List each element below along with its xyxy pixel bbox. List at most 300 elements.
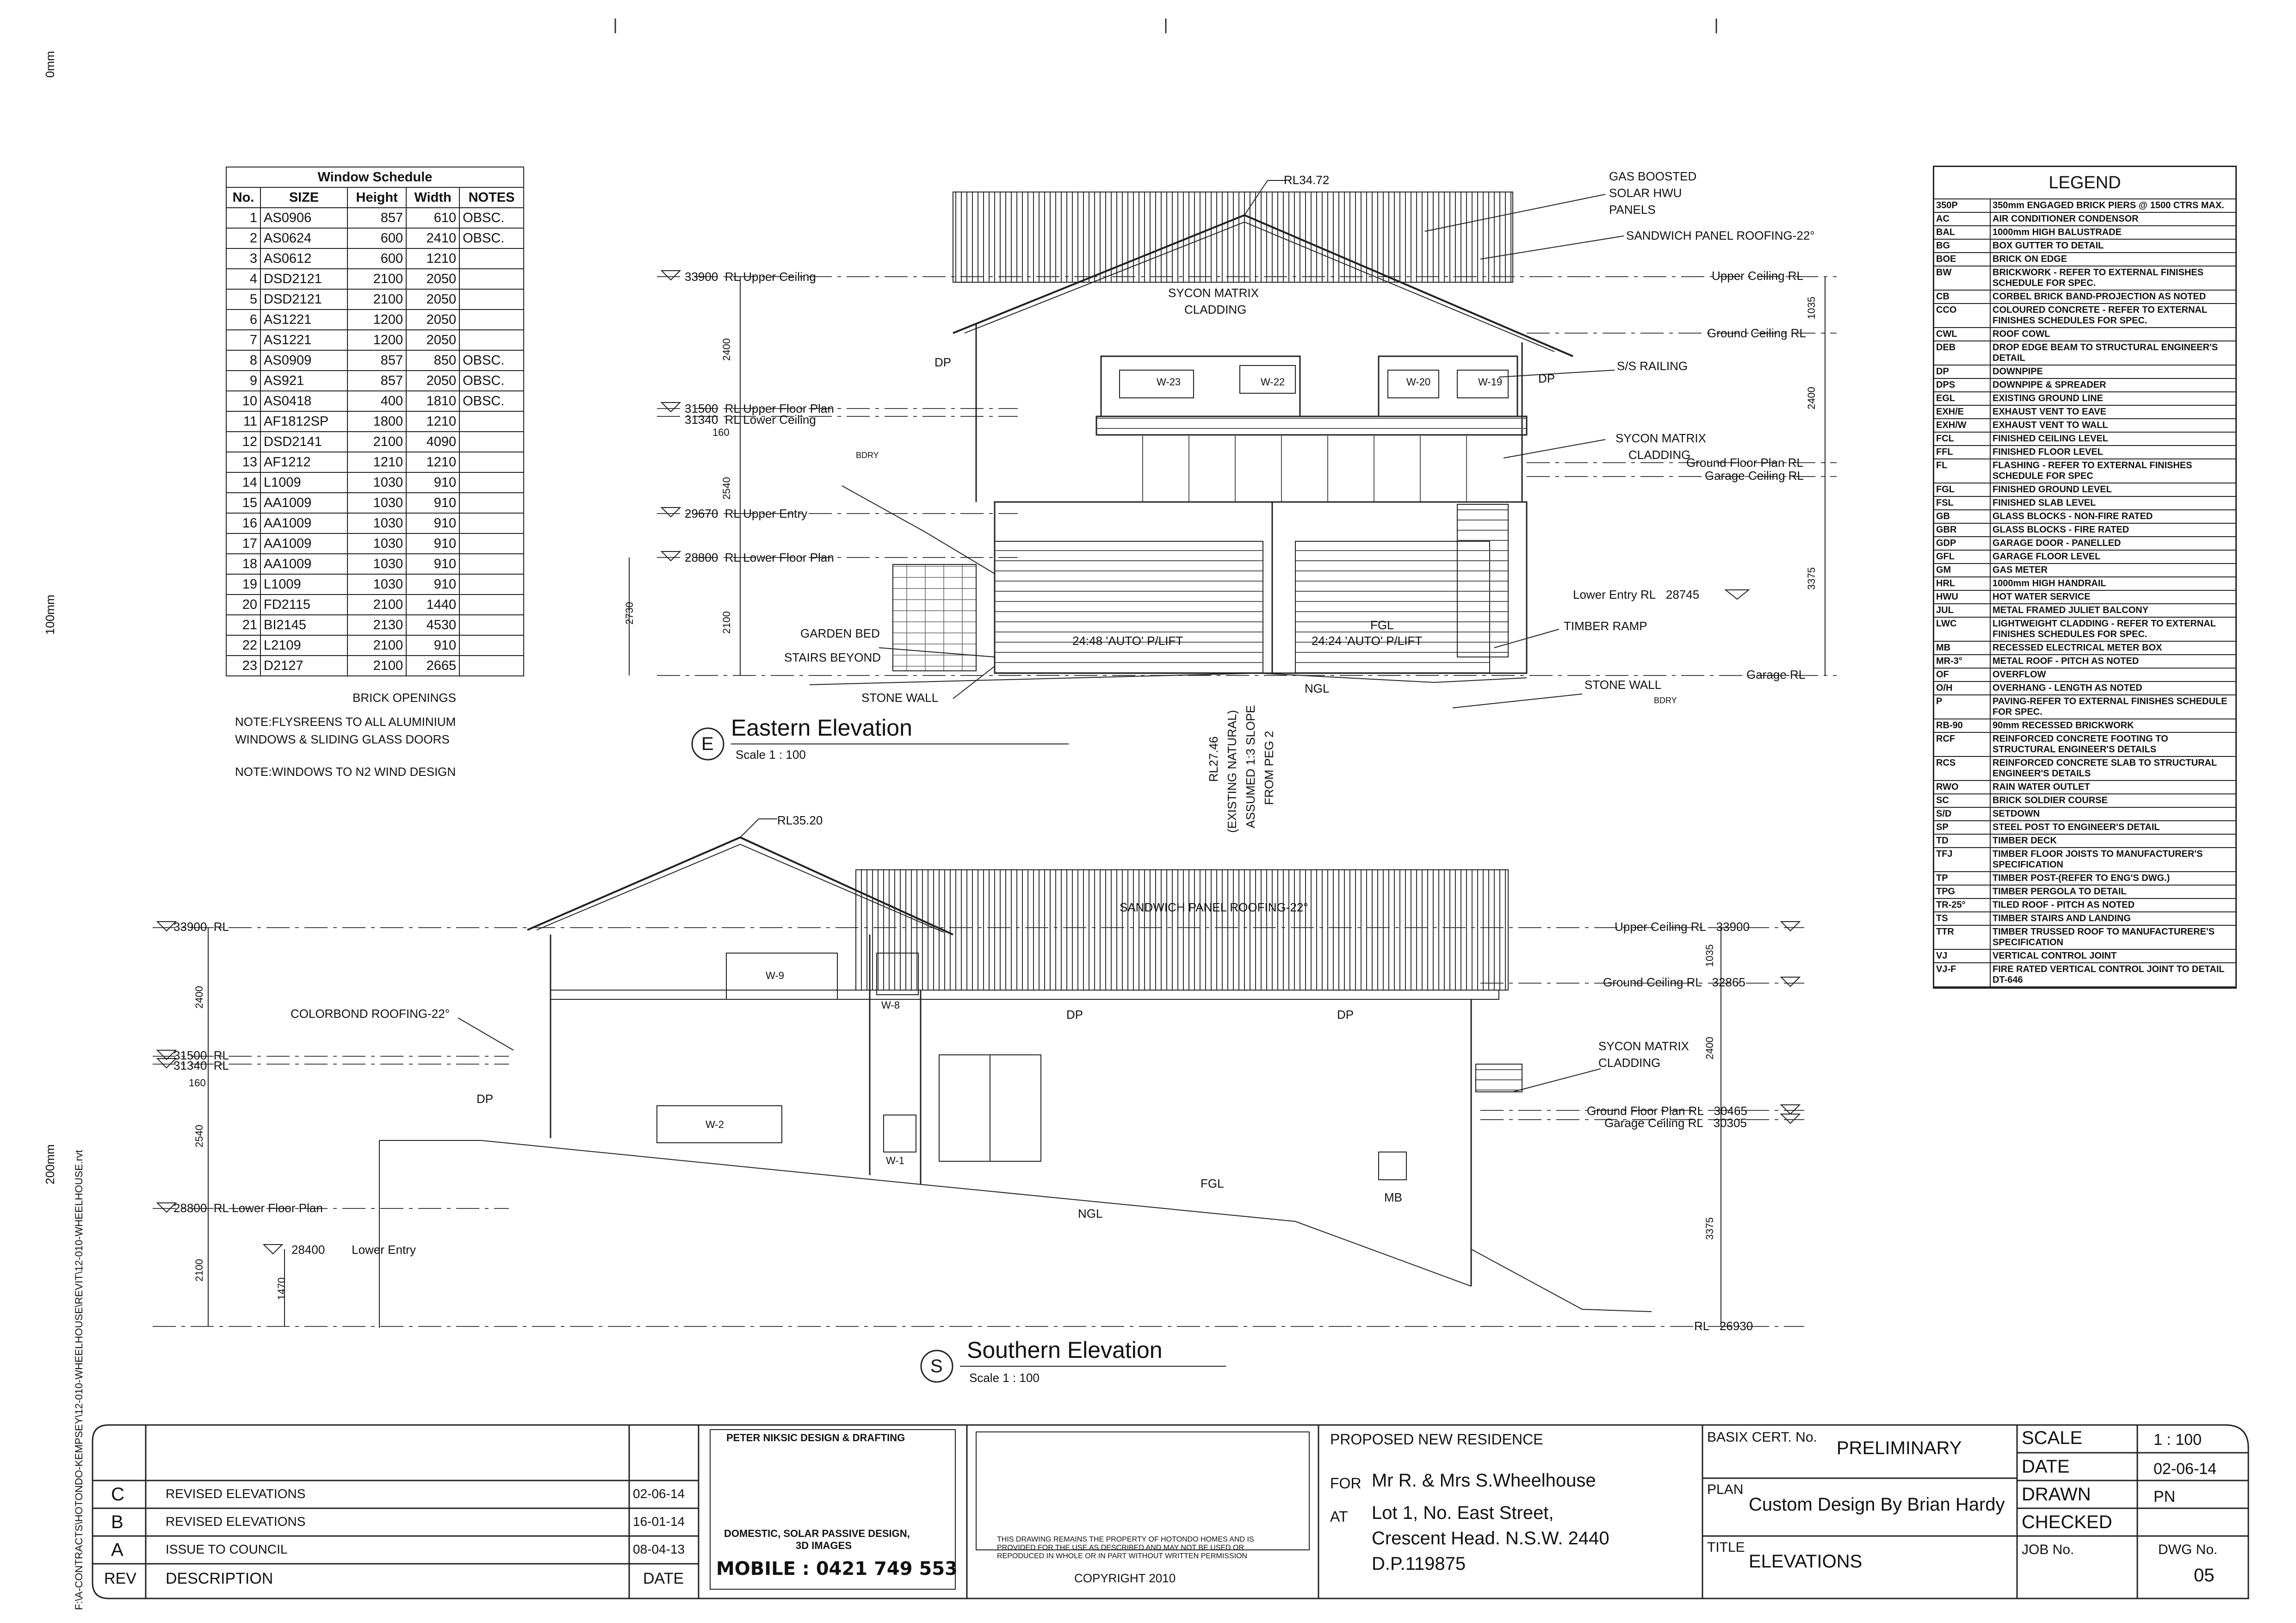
date-label: DATE: [2022, 1456, 2070, 1477]
south-w2: W-2: [706, 1119, 724, 1130]
schedule-cell: 11: [226, 411, 260, 432]
east-gas-3: PANELS: [1609, 203, 1656, 217]
south-level-31340: 31340 RL: [173, 1059, 229, 1072]
south-dim-2400: 2400: [193, 986, 205, 1009]
desc-header: DESCRIPTION: [166, 1570, 273, 1587]
rev-a-letter: A: [111, 1540, 124, 1560]
disclaimer-1: THIS DRAWING REMAINS THE PROPERTY OF HOTONDO HOMES AND IS: [997, 1536, 1254, 1543]
schedule-cell: DSD2121: [260, 289, 347, 310]
east-level-r-garage-ceiling: Garage Ceiling RL: [1705, 469, 1804, 483]
legend-code: BAL: [1934, 226, 1991, 239]
legend-description: 1000mm HIGH BALUSTRADE: [1993, 227, 2122, 237]
legend-code: EXH/E: [1934, 406, 1991, 418]
legend-description: DOWNPIPE & SPREADER: [1993, 380, 2106, 390]
south-ngl: NGL: [1078, 1207, 1103, 1220]
legend-description: EXHAUST VENT TO EAVE: [1993, 407, 2106, 417]
south-dim-1470: 1470: [276, 1277, 287, 1300]
legend-code: TTR: [1934, 926, 1991, 949]
schedule-cell: 8: [226, 350, 260, 371]
east-bdry-left: BDRY: [856, 451, 879, 460]
schedule-cell: 2050: [406, 371, 459, 391]
schedule-cell: 600: [347, 248, 406, 269]
east-garden-2: STAIRS BEYOND: [784, 650, 881, 664]
dwg-value: 05: [2194, 1565, 2215, 1586]
legend-description: PAVING-REFER TO EXTERNAL FINISHES SCHEDULE FOR SPEC.: [1993, 696, 2228, 717]
schedule-cell: 1210: [406, 452, 459, 472]
east-stone-wall-right: STONE WALL: [1584, 678, 1662, 692]
legend-code: VJ-F: [1934, 963, 1991, 986]
rev-b-date: 16-01-14: [633, 1514, 685, 1529]
schedule-cell: 2410: [406, 228, 459, 248]
east-level-r-ground-floor: Ground Floor Plan RL: [1686, 456, 1803, 470]
south-sycon-2: CLADDING: [1598, 1056, 1661, 1070]
legend-description: SETDOWN: [1993, 809, 2040, 819]
south-dim-r-1035: 1035: [1704, 944, 1715, 967]
legend-code: OF: [1934, 669, 1991, 681]
legend-code: MB: [1934, 642, 1991, 654]
east-title: Eastern Elevation: [731, 715, 912, 741]
schedule-cell: AS1221: [260, 310, 347, 330]
legend-description: FLASHING - REFER TO EXTERNAL FINISHES SCHEDULE FOR SPEC: [1993, 460, 2192, 481]
legend-description: TILED ROOF - PITCH AS NOTED: [1993, 900, 2135, 910]
address-3: D.P.119875: [1372, 1554, 1466, 1574]
schedule-cell: 15: [226, 493, 260, 513]
address-1: Lot 1, No. East Street,: [1372, 1503, 1554, 1523]
schedule-cell: 910: [406, 574, 459, 595]
legend-description: FIRE RATED VERTICAL CONTROL JOINT TO DETAIL DT-646: [1993, 964, 2225, 985]
legend-description: BRICK ON EDGE: [1993, 254, 2067, 264]
scale-label: SCALE: [2022, 1428, 2083, 1448]
legend-code: TD: [1934, 835, 1991, 847]
east-level-31500: 31500 RL Upper Floor Plan: [685, 402, 834, 415]
legend-description: HOT WATER SERVICE: [1993, 592, 2091, 602]
file-path: F:\A-CONTRACTS\HOTONDO-KEMPSEY\12-010-WHEELHOUSE\REVIT\12-010-WHEELHOUSE.rvt: [73, 1150, 85, 1610]
south-dim-r-2400: 2400: [1704, 1037, 1715, 1059]
legend-description: REINFORCED CONCRETE FOOTING TO STRUCTURAL ENGINEER'S DETAILS: [1993, 734, 2168, 755]
east-ss-railing: S/S RAILING: [1617, 359, 1688, 373]
legend-description: TIMBER DECK: [1993, 836, 2057, 846]
schedule-cell: FD2115: [260, 595, 347, 615]
east-gas-1: GAS BOOSTED: [1609, 169, 1697, 183]
south-level-28400: 28400 Lower Entry: [291, 1243, 416, 1257]
schedule-cell: 400: [347, 391, 406, 411]
east-dim-160: 160: [712, 427, 730, 438]
schedule-cell: 2: [226, 228, 260, 248]
schedule-cell: 857: [347, 371, 406, 391]
east-ngl: NGL: [1305, 681, 1330, 695]
east-plift-1: 24:48 'AUTO' P/LIFT: [1072, 634, 1183, 648]
south-level-31500: 31500 RL: [173, 1048, 229, 1062]
schedule-cell: 1210: [406, 248, 459, 269]
legend-description: GARAGE FLOOR LEVEL: [1993, 551, 2101, 562]
schedule-cell: OBSC.: [459, 350, 524, 371]
legend-code: SP: [1934, 821, 1991, 834]
east-dim-2540: 2540: [721, 477, 732, 500]
legend-code: EXH/W: [1934, 419, 1991, 432]
east-level-r-garage: Garage RL: [1746, 668, 1806, 681]
east-w23: W-23: [1157, 376, 1181, 388]
legend-description: OVERFLOW: [1993, 669, 2046, 680]
schedule-cell: 22: [226, 635, 260, 656]
legend-code: GDP: [1934, 537, 1991, 550]
legend-description: BRICK SOLDIER COURSE: [1993, 795, 2108, 805]
disclaimer-2: PROVIDED FOR THE USE AS DESCRIBED AND MAY NOT BE USED OR: [997, 1544, 1244, 1552]
legend-code: RCF: [1934, 733, 1991, 756]
east-level-33900: 33900 RL Upper Ceiling: [685, 270, 816, 284]
east-level-r-lower-entry: Lower Entry RL 28745: [1573, 588, 1700, 601]
schedule-cell: 2050: [406, 269, 459, 289]
schedule-cell: 1030: [347, 493, 406, 513]
legend-code: FL: [1934, 459, 1991, 483]
schedule-cell: 18: [226, 554, 260, 574]
legend-description: DROP EDGE BEAM TO STRUCTURAL ENGINEER'S DETAIL: [1993, 342, 2218, 363]
legend-code: TP: [1934, 872, 1991, 885]
legend-code: HWU: [1934, 591, 1991, 603]
south-level-r-ground-ceiling: Ground Ceiling RL 32865: [1603, 975, 1745, 989]
legend-code: RCS: [1934, 757, 1991, 780]
south-w8: W-8: [881, 999, 900, 1011]
legend-description: METAL ROOF - PITCH AS NOTED: [1993, 656, 2139, 666]
plan-label: PLAN: [1707, 1482, 1744, 1497]
east-gas-2: SOLAR HWU: [1609, 186, 1682, 200]
legend-description: DOWNPIPE: [1993, 366, 2043, 377]
east-dim-2400: 2400: [721, 338, 732, 361]
schedule-cell: 910: [406, 472, 459, 493]
legend-description: FINISHED FLOOR LEVEL: [1993, 447, 2103, 457]
schedule-cell: 2100: [347, 656, 406, 676]
basix-label: BASIX CERT. No.: [1707, 1430, 1817, 1445]
schedule-cell: OBSC.: [459, 371, 524, 391]
schedule-cell: 610: [406, 208, 459, 228]
scale-value: 1 : 100: [2154, 1431, 2202, 1449]
south-level-33900: 33900 RL: [173, 920, 229, 934]
schedule-cell: 2130: [347, 615, 406, 635]
schedule-cell: 1200: [347, 310, 406, 330]
schedule-cell: 4: [226, 269, 260, 289]
south-level-r-upper-ceiling: Upper Ceiling RL 33900: [1615, 920, 1750, 934]
client-name: Mr R. & Mrs S.Wheelhouse: [1372, 1470, 1596, 1491]
company-name: PETER NIKSIC DESIGN & DRAFTING: [726, 1432, 905, 1443]
south-dim-2540: 2540: [193, 1125, 205, 1147]
drawn-value: PN: [2154, 1488, 2176, 1505]
legend-description: GAS METER: [1993, 565, 2048, 575]
legend-code: P: [1934, 695, 1991, 719]
east-rl-note-4: FROM PEG 2: [1262, 731, 1276, 805]
schedule-cell: L1009: [260, 472, 347, 493]
east-rl-note-2: (EXISTING NATURAL): [1225, 710, 1239, 833]
schedule-cell: 1210: [406, 411, 459, 432]
legend-code: MR-3°: [1934, 655, 1991, 668]
east-rl-note-1: RL27.46: [1207, 736, 1220, 782]
schedule-cell: 6: [226, 310, 260, 330]
schedule-cell: 2050: [406, 330, 459, 350]
title-label: TITLE: [1707, 1540, 1745, 1555]
legend-code: DEB: [1934, 341, 1991, 365]
legend-description: ROOF COWL: [1993, 329, 2050, 339]
schedule-cell: 1440: [406, 595, 459, 615]
schedule-cell: 13: [226, 452, 260, 472]
drawn-label: DRAWN: [2022, 1484, 2091, 1505]
legend-description: FINISHED GROUND LEVEL: [1993, 484, 2112, 495]
ruler-100mm: 100mm: [43, 595, 57, 635]
schedule-cell: 9: [226, 371, 260, 391]
east-dim-2730: 2730: [624, 602, 635, 625]
legend-code: FCL: [1934, 433, 1991, 445]
company-services-1: DOMESTIC, SOLAR PASSIVE DESIGN,: [724, 1528, 910, 1539]
east-bdry-right: BDRY: [1654, 696, 1677, 705]
legend-description: OVERHANG - LENGTH AS NOTED: [1993, 683, 2142, 693]
rev-c-letter: C: [111, 1484, 124, 1505]
south-dim-r-3375: 3375: [1704, 1217, 1715, 1240]
legend-code: BG: [1934, 240, 1991, 252]
legend-code: VJ: [1934, 950, 1991, 962]
legend-code: TPG: [1934, 886, 1991, 898]
legend-description: AIR CONDITIONER CONDENSOR: [1993, 214, 2139, 224]
south-mb: MB: [1384, 1190, 1402, 1204]
legend-description: TIMBER PERGOLA TO DETAIL: [1993, 886, 2127, 897]
note-wind-design: NOTE:WINDOWS TO N2 WIND DESIGN: [235, 765, 456, 779]
legend-description: TIMBER STAIRS AND LANDING: [1993, 913, 2131, 923]
schedule-cell: 21: [226, 615, 260, 635]
schedule-cell: 1800: [347, 411, 406, 432]
schedule-cell: 2100: [347, 269, 406, 289]
east-w22: W-22: [1261, 376, 1285, 388]
schedule-cell: 20: [226, 595, 260, 615]
schedule-cell: D2127: [260, 656, 347, 676]
schedule-cell: OBSC.: [459, 391, 524, 411]
south-marker: S: [930, 1356, 943, 1376]
schedule-cell: 1: [226, 208, 260, 228]
schedule-cell: AS0906: [260, 208, 347, 228]
basix-value: PRELIMINARY: [1837, 1438, 1962, 1458]
disclaimer-3: REPODUCED IN WHOLE OR IN PART WITHOUT WRITTEN PERMISSION: [997, 1552, 1248, 1560]
legend-description: GARAGE DOOR - PANELLED: [1993, 538, 2121, 548]
legend-code: TFJ: [1934, 848, 1991, 871]
east-dim-r-3375: 3375: [1806, 567, 1817, 590]
schedule-cell: 600: [347, 228, 406, 248]
legend-code: DP: [1934, 365, 1991, 378]
legend-code: CB: [1934, 291, 1991, 303]
legend-description: BRICKWORK - REFER TO EXTERNAL FINISHES SCHEDULE FOR SPEC.: [1993, 267, 2203, 288]
schedule-cell: AA1009: [260, 493, 347, 513]
legend-description: TIMBER POST-(REFER TO ENG'S DWG.): [1993, 873, 2170, 883]
schedule-cell: 2100: [347, 595, 406, 615]
schedule-cell: AS921: [260, 371, 347, 391]
schedule-cell: 7: [226, 330, 260, 350]
checked-label: CHECKED: [2022, 1512, 2112, 1532]
schedule-cell: 1030: [347, 554, 406, 574]
schedule-cell: AA1009: [260, 513, 347, 533]
legend-code: 350P: [1934, 199, 1991, 212]
legend-code: GB: [1934, 510, 1991, 523]
legend-code: FFL: [1934, 446, 1991, 458]
legend-title: LEGEND: [1934, 167, 2235, 199]
legend-code: BOE: [1934, 253, 1991, 266]
dwg-label: DWG No.: [2158, 1542, 2218, 1557]
legend-description: TIMBER TRUSSED ROOF TO MANUFACTURERE'S SPECIFICATION: [1993, 927, 2215, 948]
south-w9: W-9: [766, 970, 784, 981]
east-level-29670: 29670 RL Upper Entry: [685, 507, 807, 520]
legend-description: CORBEL BRICK BAND-PROJECTION AS NOTED: [1993, 291, 2206, 302]
legend-description: GLASS BLOCKS - FIRE RATED: [1993, 525, 2129, 535]
rev-c-desc: REVISED ELEVATIONS: [166, 1487, 306, 1501]
east-dim-r-1035: 1035: [1806, 297, 1817, 319]
schedule-cell: AF1212: [260, 452, 347, 472]
legend-description: COLOURED CONCRETE - REFER TO EXTERNAL FINISHES SCHEDULES FOR SPEC.: [1993, 305, 2207, 326]
legend-code: HRL: [1934, 577, 1991, 590]
legend-description: RAIN WATER OUTLET: [1993, 782, 2090, 792]
legend-code: CWL: [1934, 328, 1991, 341]
south-dp-1: DP: [477, 1092, 494, 1106]
title-value: ELEVATIONS: [1749, 1551, 1863, 1572]
legend-description: 1000mm HIGH HANDRAIL: [1993, 578, 2106, 588]
south-sycon-1: SYCON MATRIX: [1598, 1039, 1689, 1053]
south-level-r-ground-floor: Ground Floor Plan RL 30465: [1587, 1104, 1747, 1118]
schedule-cell: 857: [347, 208, 406, 228]
legend-description: TIMBER FLOOR JOISTS TO MANUFACTURER'S SPECIFICATION: [1993, 849, 2203, 870]
schedule-cell: 1030: [347, 574, 406, 595]
legend-description: STEEL POST TO ENGINEER'S DETAIL: [1993, 822, 2160, 832]
east-w20: W-20: [1406, 376, 1431, 388]
schedule-cell: 5: [226, 289, 260, 310]
schedule-cell: 2050: [406, 310, 459, 330]
schedule-cell: 910: [406, 635, 459, 656]
rev-header: REV: [104, 1570, 136, 1587]
plan-value: Custom Design By Brian Hardy: [1749, 1494, 2005, 1515]
schedule-cell: 2100: [347, 635, 406, 656]
schedule-cell: 2100: [347, 289, 406, 310]
schedule-cell: 10: [226, 391, 260, 411]
legend-description: EXHAUST VENT TO WALL: [1993, 420, 2108, 430]
south-dim-160: 160: [189, 1077, 206, 1089]
project-name: PROPOSED NEW RESIDENCE: [1330, 1431, 1543, 1448]
schedule-cell: 1030: [347, 513, 406, 533]
schedule-cell: 1030: [347, 533, 406, 554]
south-level-r-26930: RL 26930: [1694, 1319, 1753, 1333]
schedule-cell: 910: [406, 554, 459, 574]
south-dp-3: DP: [1337, 1008, 1354, 1022]
south-title: Southern Elevation: [967, 1337, 1163, 1363]
east-fgl: FGL: [1370, 618, 1394, 632]
schedule-cell: 910: [406, 533, 459, 554]
for-label: FOR: [1330, 1475, 1362, 1492]
schedule-cell: 1210: [347, 452, 406, 472]
legend-code: LWC: [1934, 618, 1991, 641]
col-header-size: SIZE: [260, 187, 347, 208]
schedule-cell: BI2145: [260, 615, 347, 635]
schedule-cell: 19: [226, 574, 260, 595]
legend-code: BW: [1934, 266, 1991, 290]
schedule-cell: 14: [226, 472, 260, 493]
ruler-0mm: 0mm: [43, 51, 57, 78]
east-plift-2: 24:24 'AUTO' P/LIFT: [1312, 634, 1423, 648]
east-dp-right: DP: [1538, 372, 1555, 385]
legend-description: LIGHTWEIGHT CLADDING - REFER TO EXTERNAL FINISHES SCHEDULES FOR SPEC.: [1993, 619, 2216, 639]
job-label: JOB No.: [2022, 1542, 2074, 1557]
note-flyscreens-2: WINDOWS & SLIDING GLASS DOORS: [235, 732, 450, 746]
south-colorbond-roof: COLORBOND ROOFING-22°: [291, 1007, 450, 1021]
schedule-cell: OBSC.: [459, 208, 524, 228]
schedule-cell: AS0624: [260, 228, 347, 248]
legend-code: SC: [1934, 794, 1991, 807]
schedule-cell: 3: [226, 248, 260, 269]
schedule-cell: DSD2141: [260, 432, 347, 452]
rev-b-desc: REVISED ELEVATIONS: [166, 1514, 306, 1529]
legend-code: AC: [1934, 213, 1991, 225]
legend-description: REINFORCED CONCRETE SLAB TO STRUCTURAL ENGINEER'S DETAILS: [1993, 758, 2217, 779]
east-sycon-1: SYCON MATRIX: [1168, 286, 1259, 300]
rev-a-date: 08-04-13: [633, 1542, 685, 1556]
legend-description: VERTICAL CONTROL JOINT: [1993, 951, 2117, 961]
legend-code: GFL: [1934, 551, 1991, 563]
schedule-cell: AS1221: [260, 330, 347, 350]
legend-code: RWO: [1934, 781, 1991, 793]
copyright: COPYRIGHT 2010: [1074, 1571, 1176, 1585]
schedule-cell: DSD2121: [260, 269, 347, 289]
south-level-28800: 28800 RL Lower Floor Plan: [173, 1201, 323, 1215]
schedule-cell: 910: [406, 493, 459, 513]
schedule-cell: 1030: [347, 472, 406, 493]
legend-code: FSL: [1934, 497, 1991, 509]
schedule-cell: 910: [406, 513, 459, 533]
col-header-no: No.: [226, 187, 260, 208]
schedule-cell: 2100: [347, 432, 406, 452]
col-header-width: Width: [406, 187, 459, 208]
at-label: AT: [1330, 1508, 1348, 1525]
schedule-cell: OBSC.: [459, 228, 524, 248]
window-schedule-title: Window Schedule: [226, 167, 524, 187]
legend-code: GM: [1934, 564, 1991, 576]
east-sandwich-roof: SANDWICH PANEL ROOFING-22°: [1626, 229, 1815, 242]
schedule-cell: 17: [226, 533, 260, 554]
east-dim-r-2400: 2400: [1806, 387, 1817, 409]
legend-code: EGL: [1934, 392, 1991, 405]
legend-description: FINISHED SLAB LEVEL: [1993, 498, 2096, 508]
ruler-200mm: 200mm: [43, 1144, 57, 1184]
east-level-r-upper-ceiling: Upper Ceiling RL: [1712, 269, 1803, 283]
east-scale: Scale 1 : 100: [736, 748, 806, 762]
legend-code: S/D: [1934, 808, 1991, 820]
legend-description: RECESSED ELECTRICAL METER BOX: [1993, 643, 2162, 653]
schedule-cell: L2109: [260, 635, 347, 656]
company-mobile: MOBILE : 0421 749 553: [716, 1558, 958, 1580]
schedule-cell: 1200: [347, 330, 406, 350]
south-dim-2100: 2100: [193, 1259, 205, 1282]
schedule-footer: BRICK OPENINGS: [353, 691, 456, 705]
east-stone-wall-left: STONE WALL: [861, 691, 939, 705]
south-w1: W-1: [886, 1155, 904, 1166]
schedule-cell: AF1812SP: [260, 411, 347, 432]
legend-description: 350mm ENGAGED BRICK PIERS @ 1500 CTRS MAX.: [1993, 200, 2224, 211]
schedule-cell: AA1009: [260, 533, 347, 554]
schedule-cell: AS0418: [260, 391, 347, 411]
schedule-cell: 2665: [406, 656, 459, 676]
company-services-2: 3D IMAGES: [796, 1540, 852, 1551]
legend-code: RB-90: [1934, 719, 1991, 732]
legend-description: EXISTING GROUND LINE: [1993, 393, 2103, 403]
schedule-cell: 857: [347, 350, 406, 371]
legend-description: BOX GUTTER TO DETAIL: [1993, 241, 2104, 251]
east-level-28800: 28800 RL Lower Floor Plan: [685, 551, 834, 564]
date-header: DATE: [643, 1570, 684, 1587]
legend-description: FINISHED CEILING LEVEL: [1993, 434, 2109, 444]
east-rl-note-3: ASSUMED 1:3 SLOPE: [1244, 705, 1257, 828]
schedule-cell: AS0909: [260, 350, 347, 371]
south-dp-2: DP: [1066, 1008, 1083, 1022]
east-rl-top: RL34.72: [1284, 173, 1330, 187]
col-header-height: Height: [347, 187, 406, 208]
legend-code: TS: [1934, 912, 1991, 925]
